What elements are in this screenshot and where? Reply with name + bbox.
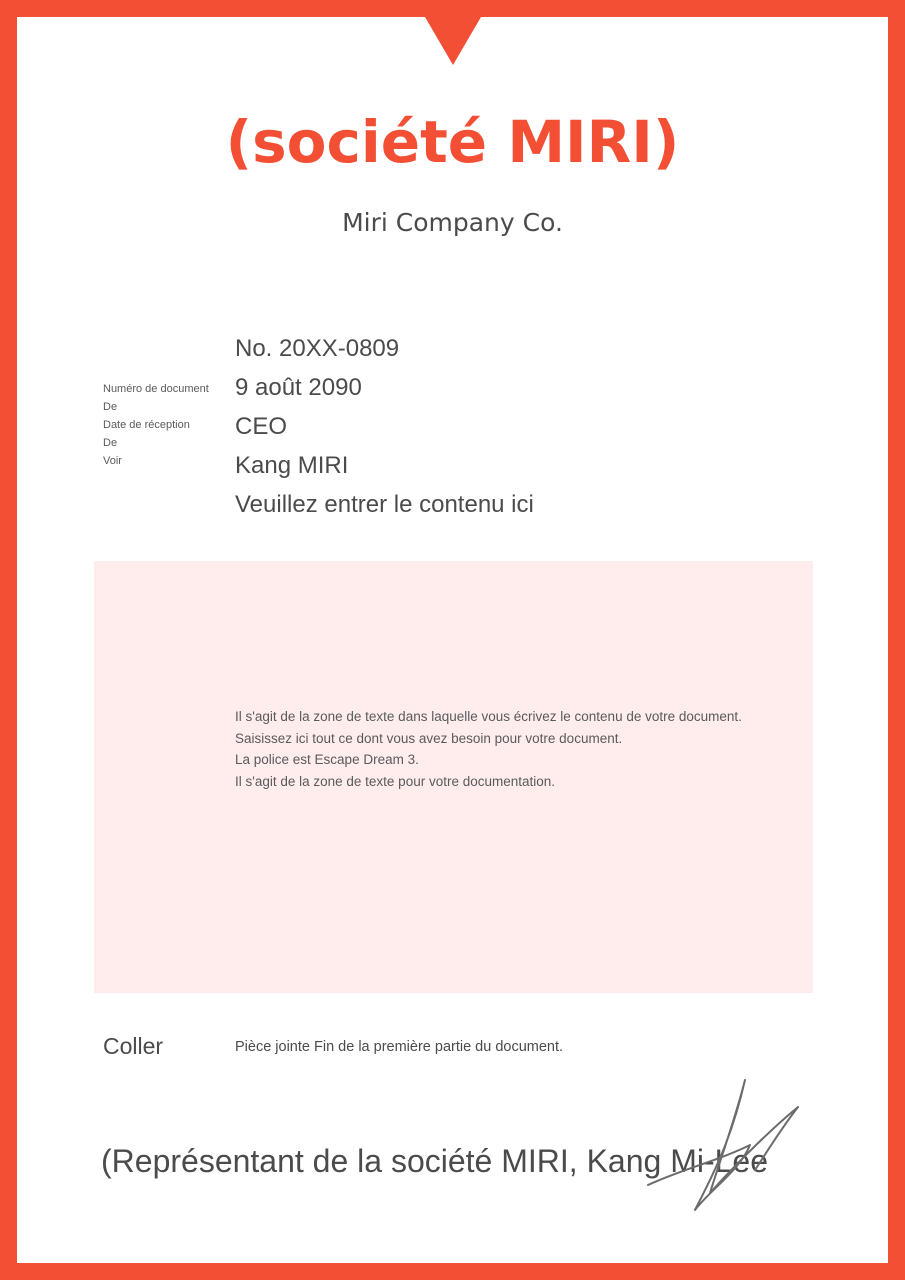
value-subject: Veuillez entrer le contenu ici [235,491,534,518]
meta-values [235,329,534,524]
label-from-2: De [103,437,118,449]
value-date: 9 août 2090 [235,374,362,401]
representative-line: (Représentant de la société MIRI, Kang Mi-Lee [101,1143,768,1179]
value-person: Kang MIRI [235,452,349,479]
content-line: Il s'agit de la zone de texte pour votre documentation. [235,773,556,789]
value-role: CEO [235,413,288,440]
content-line: Saisissez ici tout ce dont vous avez besoin pour votre document. [235,730,623,746]
label-reception-date: Date de réception [103,419,190,431]
content-text [235,706,742,792]
label-from: De [103,401,118,413]
content-line: La police est Escape Dream 3. [235,752,419,767]
attachment-label: Coller [103,1033,164,1059]
content-line: Il s'agit de la zone de texte dans laquelle vous écrivez le contenu de votre document. [235,709,742,724]
label-document-number: Numéro de document [103,383,209,395]
top-notch-decoration [425,17,481,65]
value-document-number: No. 20XX-0809 [235,335,400,362]
company-name: (société MIRI) [225,108,680,176]
signature-icon [640,1075,810,1220]
content-area [94,561,813,993]
attachment-text: Pièce jointe Fin de la première partie du document. [235,1039,564,1055]
company-subtitle: Miri Company Co. [342,208,563,237]
meta-labels [103,380,209,470]
label-see: Voir [103,455,122,467]
